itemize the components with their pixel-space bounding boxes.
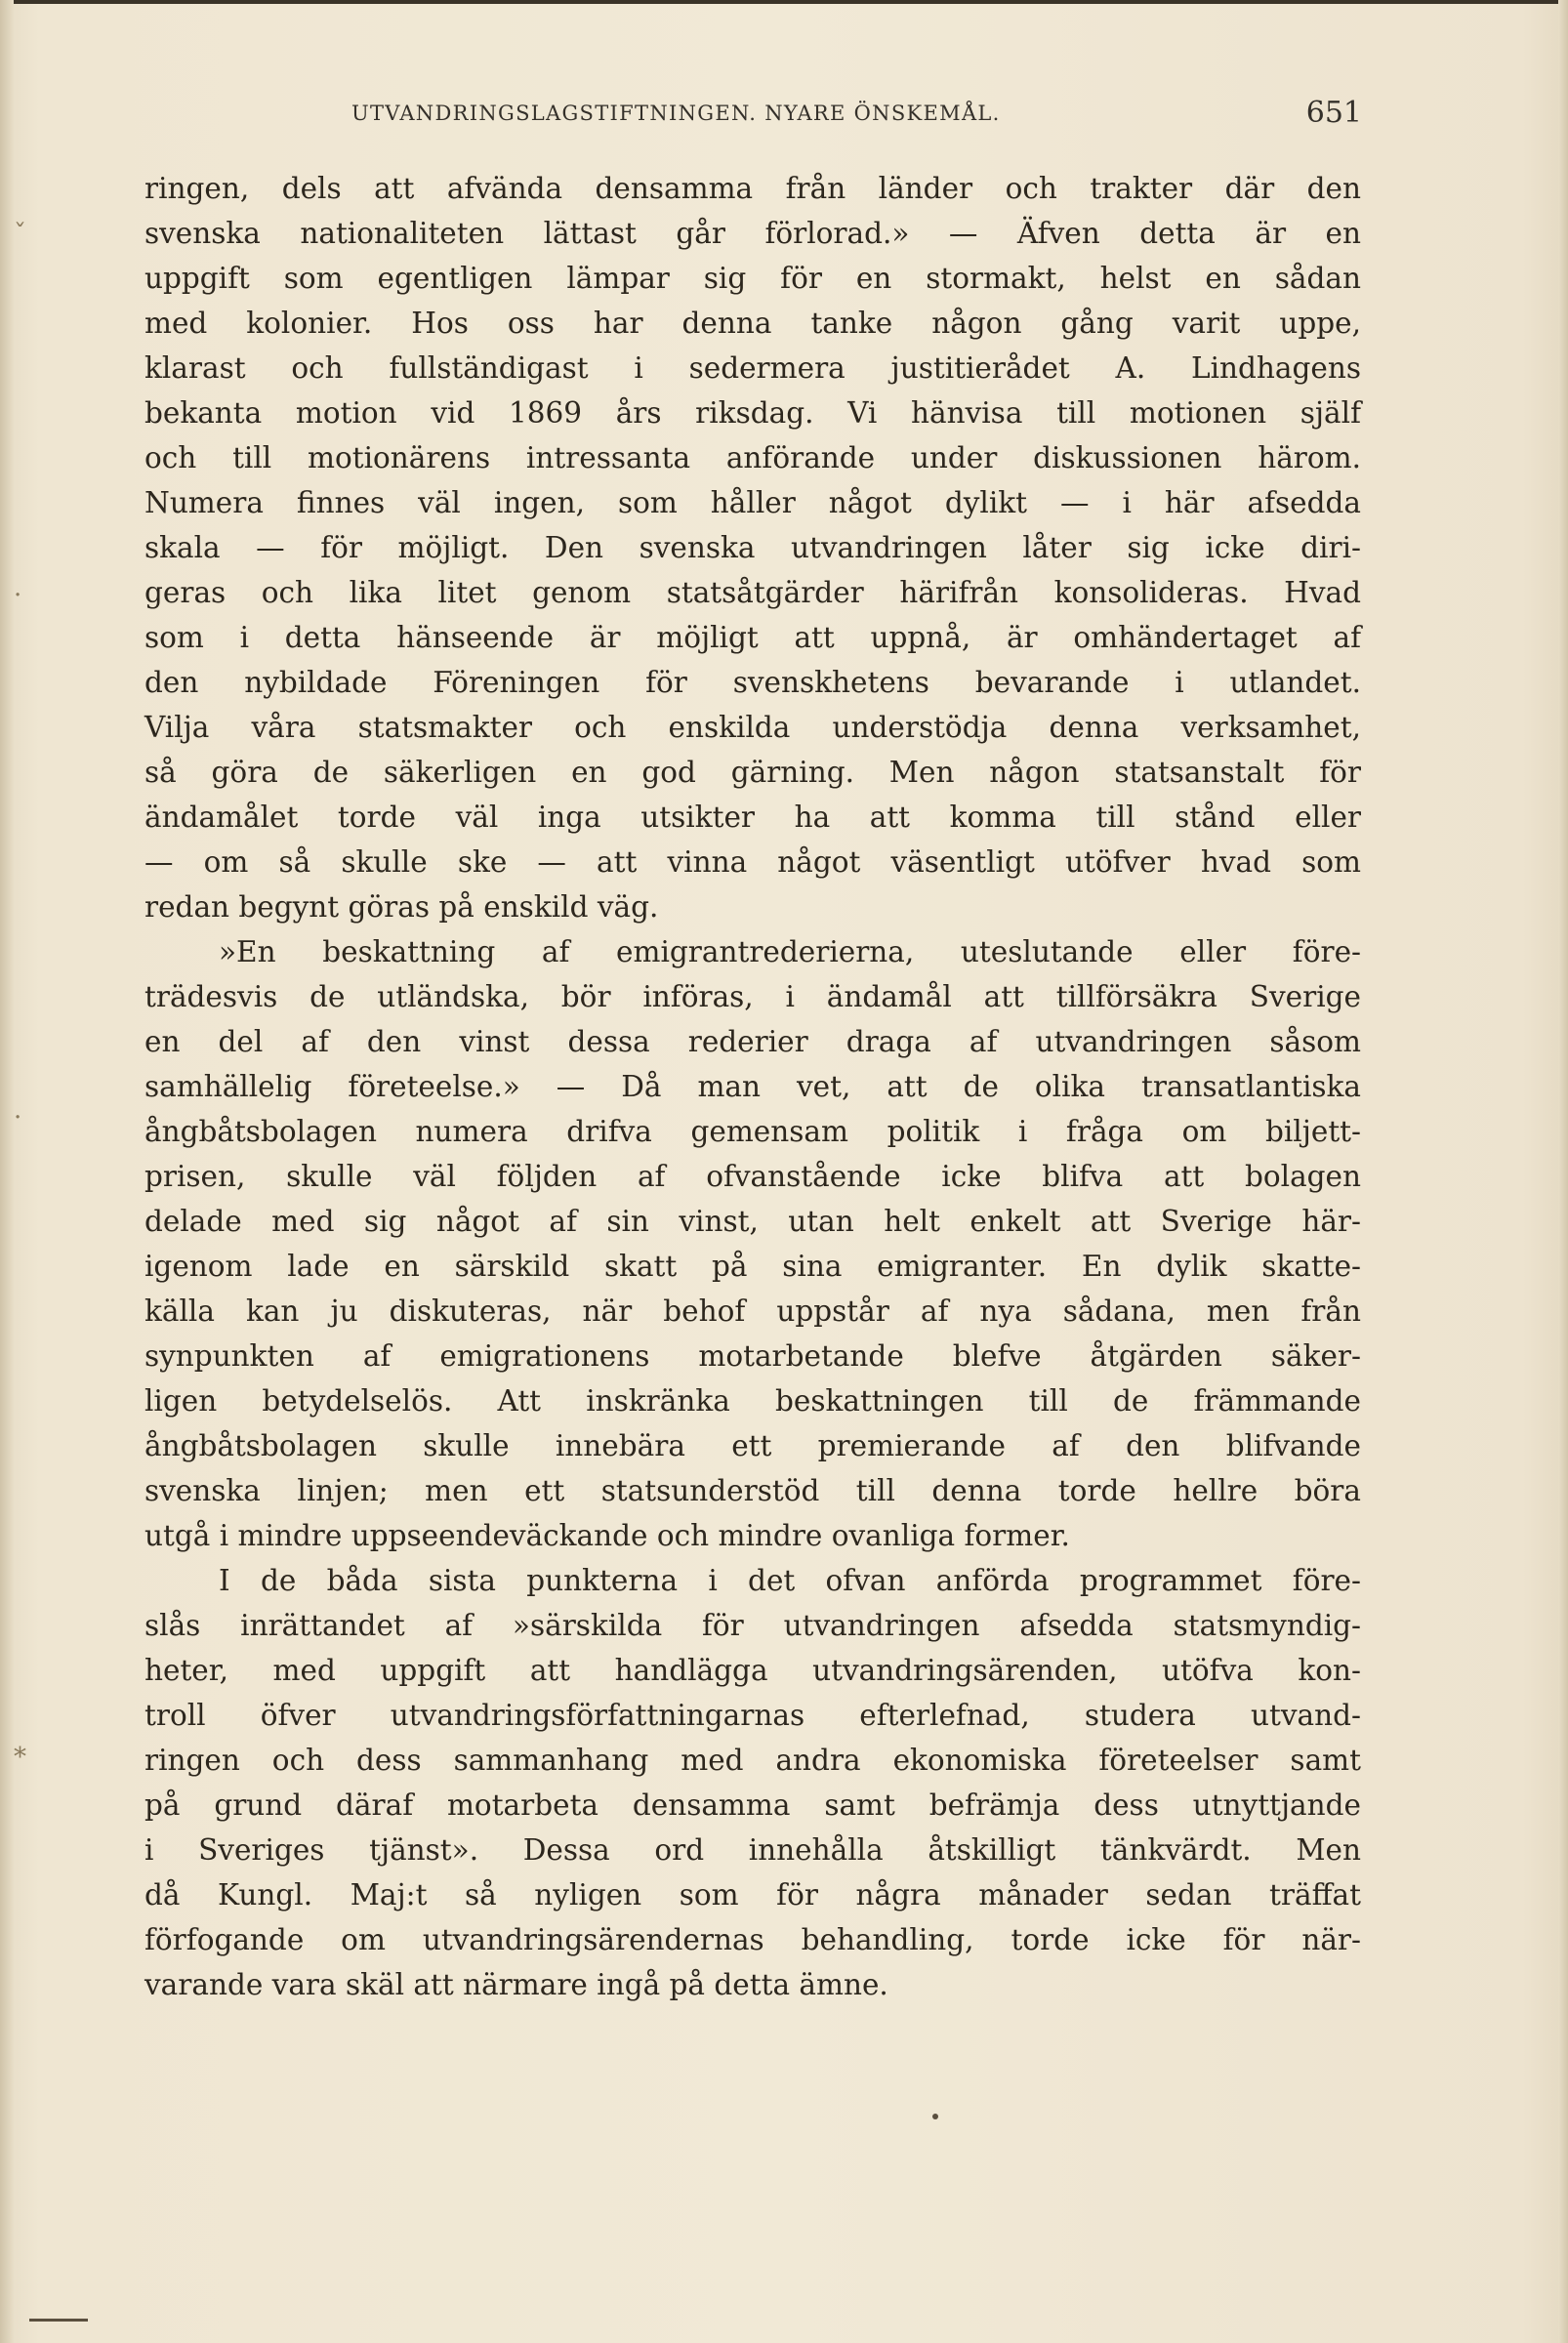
text-line: — om så skulle ske — att vinna något väsentligt utöfver hvad som (144, 845, 1361, 879)
text-line: I de båda sista punkterna i det ofvan anförda programmet före- (219, 1564, 1361, 1597)
text-line: Vilja våra statsmakter och enskilda understödja denna verksamhet, (144, 711, 1361, 744)
text-line: delade med sig något af sin vinst, utan helt enkelt att Sverige här- (144, 1205, 1361, 1238)
text-line: ångbåtsbolagen skulle innebära ett premierande af den blifvande (144, 1429, 1361, 1462)
text-line: uppgift som egentligen lämpar sig för en stormakt, helst en sådan (144, 262, 1361, 295)
text-line: prisen, skulle väl följden af ofvanstående icke blifva att bolagen (144, 1160, 1361, 1193)
text-line: bekanta motion vid 1869 års riksdag. Vi hänvisa till motionen själf (144, 396, 1361, 430)
text-line: trädesvis de utländska, bör införas, i ändamål att tillförsäkra Sverige (144, 980, 1361, 1013)
text-line: troll öfver utvandringsförfattningarnas efterlefnad, studera utvand- (144, 1699, 1361, 1732)
ink-speck (932, 2114, 938, 2119)
running-head (351, 96, 1362, 135)
text-line: den nybildade Föreningen för svenskhetens bevarande i utlandet. (144, 666, 1361, 699)
text-line: svenska linjen; men ett statsunderstöd till denna torde hellre böra (144, 1474, 1361, 1507)
text-line: redan begynt göras på enskild väg. (144, 890, 659, 924)
text-line: då Kungl. Maj:t så nyligen som för några månader sedan träffat (144, 1878, 1361, 1911)
text-line: ringen och dess sammanhang med andra ekonomiska företeelser samt (144, 1744, 1361, 1777)
text-line: i Sveriges tjänst». Dessa ord innehålla åtskilligt tänkvärdt. Men (144, 1833, 1361, 1867)
text-line: ändamålet torde väl inga utsikter ha att komma till stånd eller (144, 801, 1361, 834)
text-line: utgå i mindre uppseendeväckande och mindre ovanliga former. (144, 1519, 1070, 1552)
text-line: ångbåtsbolagen numera drifva gemensam politik i fråga om biljett- (144, 1115, 1361, 1148)
text-line: ligen betydelselös. Att inskränka beskattningen till de främmande (144, 1384, 1361, 1418)
text-line: en del af den vinst dessa rederier draga af utvandringen såsom (144, 1025, 1361, 1058)
text-line: svenska nationaliteten lättast går förlorad.» — Äfven detta är en (144, 217, 1361, 250)
body-text (144, 166, 1361, 2007)
text-line: med kolonier. Hos oss har denna tanke någon gång varit uppe, (144, 307, 1361, 340)
text-line: igenom lade en särskild skatt på sina emigranter. En dylik skatte- (144, 1250, 1361, 1283)
text-line: Numera finnes väl ingen, som håller något dylikt — i här afsedda (144, 486, 1361, 519)
text-line: geras och lika litet genom statsåtgärder härifrån konsolideras. Hvad (144, 576, 1361, 609)
margin-mark: * (14, 1743, 26, 1772)
text-line: klarast och fullständigast i sedermera justitierådet A. Lindhagens (144, 351, 1361, 385)
text-line: förfogande om utvandringsärendernas behandling, torde icke för när- (144, 1923, 1361, 1956)
margin-mark: ˇ (14, 220, 26, 249)
running-title: UTVANDRINGSLAGSTIFTNINGEN. NYARE ÖNSKEMÅL. (351, 102, 1001, 125)
text-line: samhällelig företeelse.» — Då man vet, att de olika transatlantiska (144, 1070, 1361, 1103)
text-line: och till motionärens intressanta anförande under diskussionen härom. (144, 441, 1361, 474)
margin-mark: · (14, 1103, 22, 1132)
text-line: som i detta hänseende är möjligt att uppnå, är omhändertaget af (144, 621, 1361, 654)
top-edge-rule (0, 0, 1568, 4)
page-edge-right (1558, 0, 1568, 2343)
text-line: på grund däraf motarbeta densamma samt befrämja dess utnyttjande (144, 1788, 1361, 1822)
text-line: »En beskattning af emigrantrederierna, uteslutande eller före- (219, 935, 1361, 968)
text-line: skala — för möjligt. Den svenska utvandringen låter sig icke diri- (144, 531, 1361, 564)
text-line: så göra de säkerligen en god gärning. Men någon statsanstalt för (144, 756, 1361, 789)
bottom-edge-mark (29, 2319, 88, 2322)
text-line: ringen, dels att afvända densamma från länder och trakter där den (144, 172, 1361, 205)
text-line: källa kan ju diskuteras, när behof uppstår af nya sådana, men från (144, 1295, 1361, 1328)
text-line: heter, med uppgift att handlägga utvandringsärenden, utöfva kon- (144, 1654, 1361, 1687)
margin-mark: · (14, 581, 22, 610)
text-line: varande vara skäl att närmare ingå på detta ämne. (144, 1968, 888, 2001)
text-line: slås inrättandet af »särskilda för utvandringen afsedda statsmyndig- (144, 1609, 1361, 1642)
page-gutter-left (0, 0, 14, 2343)
text-line: synpunkten af emigrationens motarbetande blefve åtgärden säker- (144, 1339, 1361, 1373)
page-number: 651 (1305, 96, 1362, 130)
